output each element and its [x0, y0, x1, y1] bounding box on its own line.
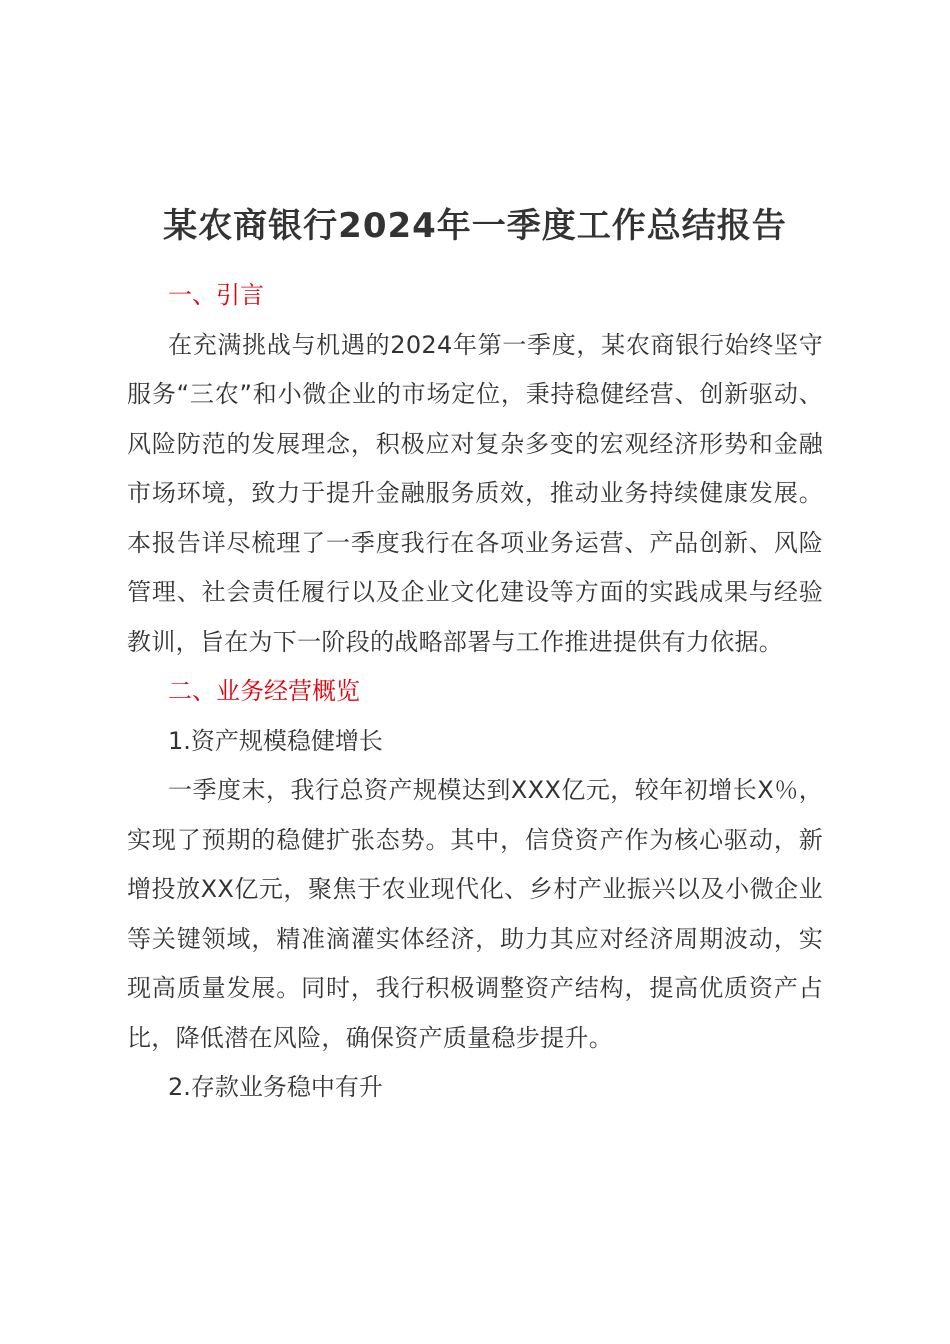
subsection-title-asset-growth: 1.资产规模稳健增长: [168, 726, 383, 755]
document-body: [127, 271, 823, 1113]
section-heading-introduction: 一、引言: [168, 281, 264, 309]
subsection-title-deposit-business: 2.存款业务稳中有升: [168, 1073, 383, 1101]
section-heading-business-overview: 二、业务经营概览: [168, 677, 360, 705]
document-title: 某农商银行2024年一季度工作总结报告: [163, 206, 787, 246]
introduction-paragraph: 在充满挑战与机遇的2024年第一季度，某农商银行始终坚守服务“三农”和小微企业的市场定位，秉持稳健经营、创新驱动、风险防范的发展理念，积极应对复杂多变的宏观经济形势和金融市场环境，致力于提升金融服务质效，推动业务持续健康发展。本报告详尽梳理了一季度我行在各项业务运营、产品创新、风险管理、社会责任履行以及企业文化建设等方面的实践成果与经验教训，旨在为下一阶段的战略部署与工作推进提供有力依据。: [127, 330, 823, 656]
asset-growth-paragraph: 一季度末，我行总资产规模达到XXX亿元，较年初增长X％，实现了预期的稳健扩张态势。其中，信贷资产作为核心驱动，新增投放XX亿元，聚焦于农业现代化、乡村产业振兴以及小微企业等关键领域，精准滴灌实体经济，助力其应对经济周期波动，实现高质量发展。同时，我行积极调整资产结构，提高优质资产占比，降低潜在风险，确保资产质量稳步提升。: [127, 776, 823, 1052]
